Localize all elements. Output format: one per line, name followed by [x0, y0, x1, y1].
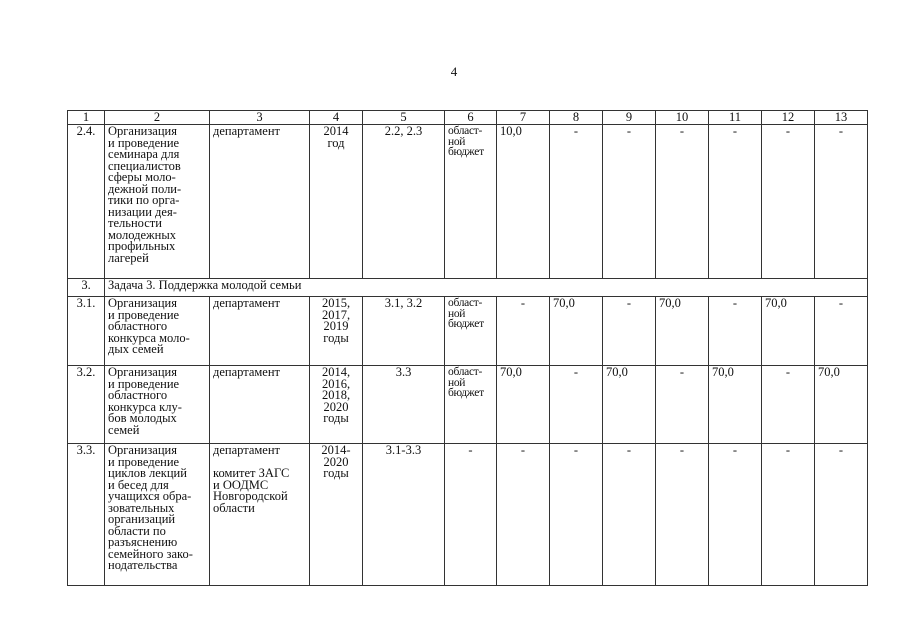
value-cell: -: [497, 444, 550, 586]
header-cell: 12: [762, 111, 815, 125]
executor: департамент: [210, 125, 310, 279]
task-number: 3.: [68, 279, 105, 297]
funding-source: област- ной бюджет: [445, 125, 497, 279]
value-cell: 70,0: [709, 366, 762, 444]
header-cell: 10: [656, 111, 709, 125]
row-number: 3.3.: [68, 444, 105, 586]
value-cell: 70,0: [762, 297, 815, 366]
table-row: [68, 366, 868, 444]
target-indicator: 3.1, 3.2: [363, 297, 445, 366]
value-cell: -: [762, 125, 815, 279]
target-indicator: 3.3: [363, 366, 445, 444]
header-cell: 6: [445, 111, 497, 125]
value-cell: -: [497, 297, 550, 366]
value-cell: -: [815, 297, 868, 366]
value-cell: -: [709, 297, 762, 366]
years: 2014 год: [310, 125, 363, 279]
header-row: [68, 111, 868, 125]
value-cell: -: [656, 125, 709, 279]
years: 2015, 2017, 2019 годы: [310, 297, 363, 366]
task-row: [68, 279, 868, 297]
value-cell: -: [709, 444, 762, 586]
value-cell: 70,0: [550, 297, 603, 366]
table-row: [68, 125, 868, 279]
header-cell: 5: [363, 111, 445, 125]
header-cell: 11: [709, 111, 762, 125]
value-cell: -: [762, 444, 815, 586]
row-number: 3.1.: [68, 297, 105, 366]
funding-source: област- ной бюджет: [445, 366, 497, 444]
funding-source: област- ной бюджет: [445, 297, 497, 366]
executor: департамент комитет ЗАГС и ООДМС Новгородской области: [210, 444, 310, 586]
value-cell: -: [550, 125, 603, 279]
header-cell: 8: [550, 111, 603, 125]
row-number: 3.2.: [68, 366, 105, 444]
header-cell: 7: [497, 111, 550, 125]
value-cell: -: [815, 444, 868, 586]
value-cell: 70,0: [497, 366, 550, 444]
page-number: 4: [450, 64, 458, 79]
program-table: [67, 110, 868, 586]
header-cell: 2: [105, 111, 210, 125]
header-cell: 3: [210, 111, 310, 125]
table-row: [68, 297, 868, 366]
value-cell: 70,0: [656, 297, 709, 366]
funding-source: -: [445, 444, 497, 586]
value-cell: -: [550, 444, 603, 586]
value-cell: -: [550, 366, 603, 444]
activity-name: Организация и проведение семинара для специалистов сферы моло- дежной поли- тики по орга- низации дея- тельности молодежных профильных лагерей: [105, 125, 210, 279]
years: 2014, 2016, 2018, 2020 годы: [310, 366, 363, 444]
years: 2014- 2020 годы: [310, 444, 363, 586]
task-title: Задача 3. Поддержка молодой семьи: [105, 279, 868, 297]
target-indicator: 3.1-3.3: [363, 444, 445, 586]
header-cell: 9: [603, 111, 656, 125]
value-cell: 70,0: [815, 366, 868, 444]
activity-name: Организация и проведение областного конкурса моло- дых семей: [105, 297, 210, 366]
value-cell: -: [815, 125, 868, 279]
value-cell: -: [762, 366, 815, 444]
executor: департамент: [210, 297, 310, 366]
target-indicator: 2.2, 2.3: [363, 125, 445, 279]
header-cell: 13: [815, 111, 868, 125]
value-cell: -: [656, 366, 709, 444]
value-cell: -: [656, 444, 709, 586]
executor: департамент: [210, 366, 310, 444]
header-cell: 1: [68, 111, 105, 125]
value-cell: -: [603, 125, 656, 279]
value-cell: -: [603, 297, 656, 366]
table-row: [68, 444, 868, 586]
value-cell: -: [603, 444, 656, 586]
activity-name: Организация и проведение областного конкурса клу- бов молодых семей: [105, 366, 210, 444]
row-number: 2.4.: [68, 125, 105, 279]
value-cell: 10,0: [497, 125, 550, 279]
header-cell: 4: [310, 111, 363, 125]
activity-name: Организация и проведение циклов лекций и бесед для учащихся обра- зовательных организаций области по разъяснению семейного зако- нодательства: [105, 444, 210, 586]
value-cell: -: [709, 125, 762, 279]
value-cell: 70,0: [603, 366, 656, 444]
